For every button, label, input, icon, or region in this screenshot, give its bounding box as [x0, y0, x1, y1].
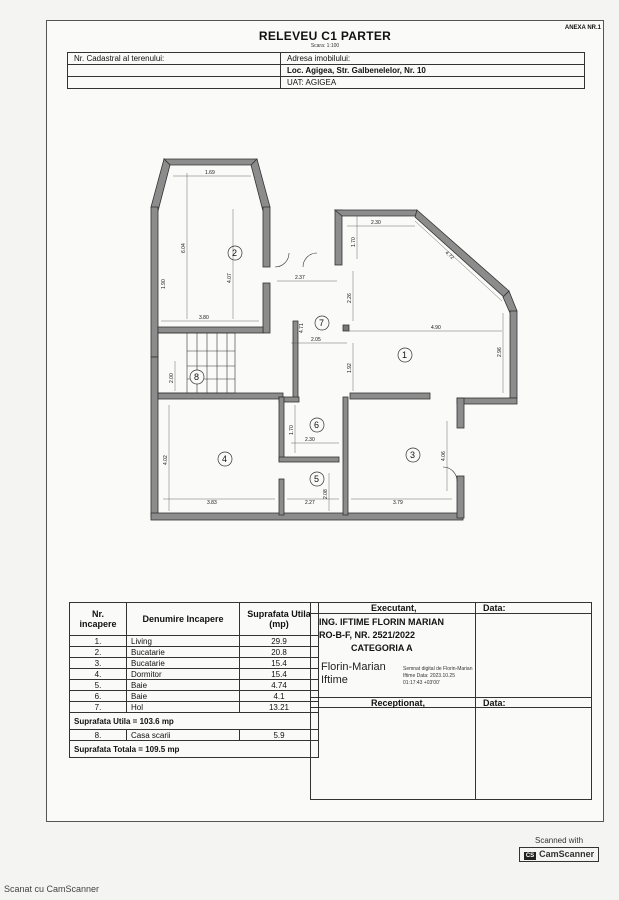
executant-date-label: Data: [483, 603, 506, 613]
room-number: 3 [410, 450, 416, 460]
camscanner-logo-icon: CS [525, 853, 535, 859]
wall [263, 207, 270, 267]
col-area-header: Suprafata Utila (mp) [240, 603, 319, 636]
scale-label: Scara: 1:100 [310, 43, 340, 49]
dim-label: 6.04 [181, 243, 187, 253]
dim-label: 2.37 [295, 275, 305, 281]
annex-label: ANEXA NR.1 [564, 25, 601, 31]
table-row: 4. Dormitor 15.4 [70, 669, 319, 680]
dim-label: 3.80 [199, 315, 209, 321]
dim-label: 2.30 [371, 220, 381, 226]
table-row: 5. Baie 4.74 [70, 680, 319, 691]
engineer-category: CATEGORIA A [351, 643, 413, 653]
door [443, 467, 457, 481]
grand-total: Suprafata Totala = 109.5 mp [70, 741, 319, 758]
signature-note: Semnat digital de Florin-Marian Iftime Data: 2023.10.25 01:17:43 +03'00' [403, 666, 473, 686]
dim-label: 1.90 [161, 279, 167, 289]
wall [457, 398, 464, 428]
dim-label: 2.27 [305, 500, 315, 506]
col-name-header: Denumire Incapere [127, 603, 240, 636]
wall [457, 398, 517, 404]
wall [151, 513, 463, 520]
scan-footer [4, 884, 99, 894]
camscanner-footer-text: Scanat cu CamScanner [4, 884, 100, 894]
dim-label: 4.02 [163, 455, 169, 465]
dim-label: 4.07 [227, 273, 233, 283]
wall [279, 457, 339, 462]
dim-label: 4.90 [431, 325, 441, 331]
wall [279, 397, 284, 461]
table-row: 2. Bucatarie 20.8 [70, 647, 319, 658]
scanned-with-label: Scanned with [534, 836, 584, 845]
wall [343, 397, 348, 515]
wall [415, 210, 509, 297]
dim-label: 3.79 [393, 500, 403, 506]
room-number: 2 [232, 248, 238, 258]
dim-label: 1.69 [205, 170, 215, 176]
wall [510, 311, 517, 398]
dim-label: 4.72 [443, 250, 455, 261]
room-number: 6 [314, 420, 320, 430]
executant-label: Executant, [371, 603, 417, 613]
room-number: 8 [194, 372, 200, 382]
dim-label: 2.05 [311, 337, 321, 343]
engineer-registration: RO-B-F, NR. 2521/2022 [319, 630, 416, 640]
dim-label: 1.70 [289, 425, 295, 435]
wall [343, 325, 349, 331]
wall [335, 210, 342, 265]
wall [335, 210, 417, 216]
receptionat-label: Receptionat, [371, 698, 426, 708]
door [275, 253, 289, 267]
room-number: 1 [402, 350, 408, 360]
cadastral-label: Nr. Cadastral al terenului: [68, 53, 281, 65]
wall [151, 159, 170, 211]
camscanner-brand: CS CamScanner [519, 847, 599, 862]
table-row: 3. Bucatarie 15.4 [70, 658, 319, 669]
dim-label: 2.96 [497, 347, 503, 357]
dim-label: 2.08 [323, 489, 329, 499]
wall [251, 159, 270, 211]
table-row: 8. Casa scarii 5.9 [70, 730, 319, 741]
dim-label: 2.00 [169, 373, 175, 383]
document-sheet [46, 20, 604, 822]
col-nr-header: Nr. incapere [70, 603, 127, 636]
wall [263, 283, 270, 333]
room-number: 7 [319, 318, 325, 328]
wall [158, 393, 283, 399]
dim-label: 1.70 [351, 237, 357, 247]
table-row: 1. Living 29.9 [70, 636, 319, 647]
table-row: 6. Baie 4.1 [70, 691, 319, 702]
room-number: 4 [222, 454, 228, 464]
room-number: 5 [314, 474, 320, 484]
wall [350, 393, 430, 399]
utila-total: Suprafata Utila = 103.6 mp [70, 713, 319, 730]
receptionat-date-label: Data: [483, 698, 506, 708]
rooms-table [69, 602, 319, 758]
wall [158, 327, 263, 333]
uat-value: UAT: AGIGEA [281, 77, 585, 89]
wall [279, 479, 284, 515]
wall [164, 159, 257, 165]
wall [151, 357, 158, 517]
dim-label: 3.83 [207, 500, 217, 506]
table-row: 7. Hol 13.21 [70, 702, 319, 713]
wall [151, 207, 158, 357]
wall [293, 321, 298, 401]
door [303, 253, 317, 267]
dim-label: 4.71 [299, 323, 305, 333]
dim-label: 2.26 [347, 293, 353, 303]
dim-label: 4.06 [441, 451, 447, 461]
signature-name: Florin-Marian Iftime [321, 661, 386, 686]
page-title: RELEVEU C1 PARTER [258, 29, 392, 43]
dim-label: 2.30 [305, 437, 315, 443]
floor-plan [47, 21, 603, 581]
camscanner-badge [517, 836, 601, 862]
wall [457, 476, 464, 518]
signature-block [310, 602, 592, 800]
address-label: Adresa imobilului: [281, 53, 585, 65]
dim-label: 1.92 [347, 363, 353, 373]
engineer-name: ING. IFTIME FLORIN MARIAN [319, 617, 444, 627]
address-value: Loc. Agigea, Str. Galbenelelor, Nr. 10 [281, 65, 585, 77]
